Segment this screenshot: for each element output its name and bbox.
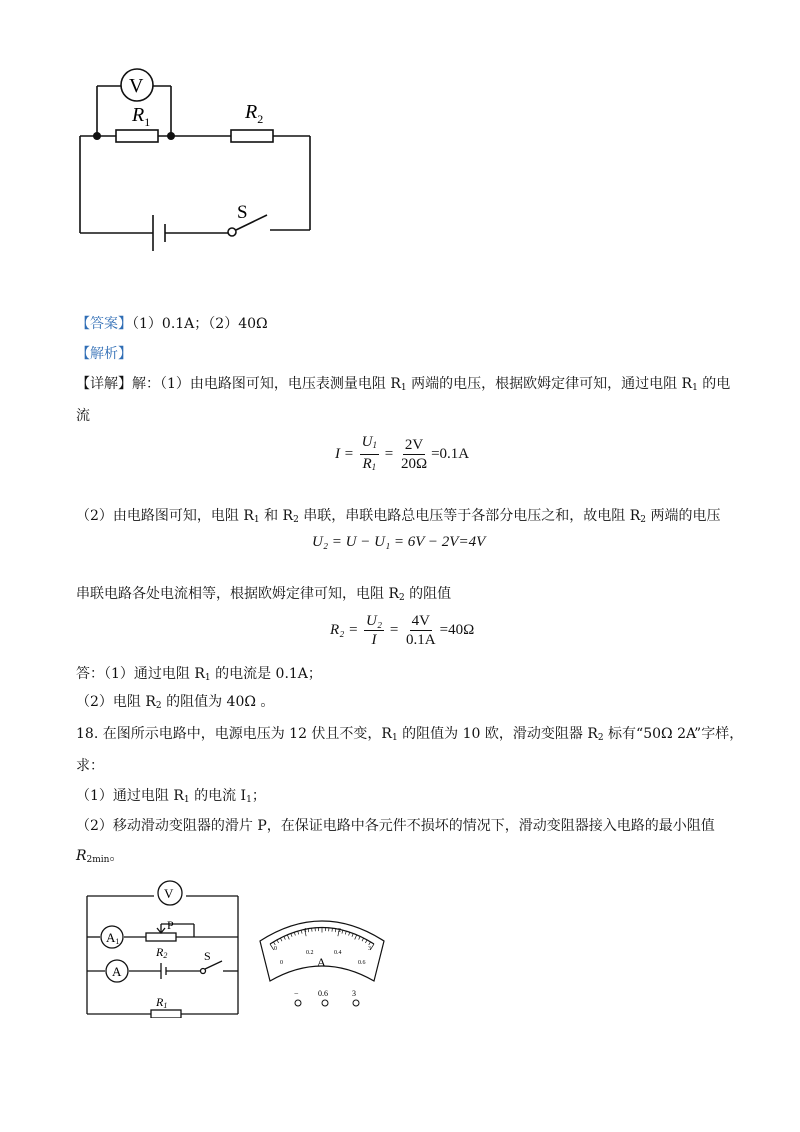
terminal-negative-post [295,1000,301,1006]
dial-tick-mark [301,930,302,933]
dial-tick-mark [277,940,279,943]
dial-tick-mark [284,936,285,939]
fraction-u1-r1: $\frac{U_1}{R_1}$ [361,434,377,472]
dial-tick-mark [291,933,292,936]
switch-label: S [237,202,248,223]
answer-tag: 【答案】 [76,316,132,332]
answer-line [76,314,268,334]
slider-p-label: P [167,918,174,932]
r1-label: $R_1$ [132,104,151,129]
voltmeter-label: V [129,75,144,97]
analysis-tag: 【解析】 [76,346,132,362]
ammeter-dial [254,906,390,1010]
formula-r2: R₂ = $\frac{\text{U₂}}{I}$ = $\frac{4V}{0.1A}$ =40Ω [330,613,475,648]
answer-text: （1）0.1A；（2）40Ω [132,316,268,332]
conclusion-line-1: 答：（1）通过电阻 $R_1$ 的电流是 0.1A； [76,666,322,683]
dial-tick-mark [273,942,275,945]
dial-top-tick-0: 0 [274,946,277,952]
detail-tag: 【详解】 [76,376,132,392]
q18-line-5: $R_{2min}$。 [76,848,124,865]
dial-bottom-tick-3: 0.6 [358,960,366,966]
terminal-3-post [353,1000,359,1006]
part2-line: （2）由电路图可知，电阻 $R_1$ 和 $R_2$ 串联，串联电路总电压等于各部分电压之和，故电阻 $R_2$ 两端的电压 [76,508,721,525]
dial-tick-mark [369,942,371,945]
dial-tick-mark [362,938,364,941]
dial-tick-mark [345,931,346,934]
terminal-3: 3 [352,989,356,998]
formula-u2: U₂ = U − U₁ = 6V − 2V=4V [312,534,486,550]
circuit-diagram-1 [70,60,320,260]
dial-tick-mark [352,933,353,936]
dial-tick-mark [359,936,360,939]
dial-bottom-tick-1: 0.2 [306,950,314,956]
r2-label: $R_2$ [245,101,264,126]
dial-unit-label: A [317,955,326,969]
terminal-06: 0.6 [318,989,328,998]
dial-tick-mark [349,932,350,935]
q18-line-2: 求： [76,758,104,774]
fraction-4v-01a: $\frac{4V}{0.1A}$ [406,613,436,648]
r2-2-label: R2 [156,945,168,960]
dial-top-tick-1: 1 [304,928,307,934]
dial-tick-mark [294,932,295,935]
dial-tick-mark [365,940,367,943]
r1-2-label: R1 [156,995,168,1010]
dial-tick-mark [287,935,289,940]
voltmeter-2-label: V [164,886,174,901]
dial-tick-mark [355,935,357,940]
q18-line-1: 18. 在图所示电路中，电源电压为 12 伏且不变，$R_1$ 的阻值为 10 欧，滑动变阻器 $R_2$ 标有“50Ω 2A”字样， [76,726,744,743]
dial-bottom-tick-0: 0 [280,960,283,966]
dial-bottom-tick-2: 0.4 [334,950,342,956]
dial-tick-mark [280,938,282,941]
detail-line-1: 【详解】解：（1）由电路图可知，电压表测量电阻 $R_1$ 两端的电压，根据欧姆定律可知，通过电阻 $R_1$ 的电 [76,376,731,393]
switch-2-label: S [204,949,211,963]
formula-current: I = $\frac{U_1}{R_1}$ = $\frac{2V}{20\Omega}$ =0.1A [335,433,469,476]
circuit-diagram-2 [82,876,248,1018]
q18-line-4: （2）移动滑动变阻器的滑片 P，在保证电路中各元件不损坏的情况下，滑动变阻器接入电路的最小阻值 [76,818,715,834]
dial-tick-mark [342,930,343,933]
dial-tick-mark [298,931,299,934]
detail-line-2: 流 [76,408,90,424]
terminal-negative: − [294,989,299,998]
dial-top-tick-2: 2 [338,928,341,934]
dial-top-tick-3: 3 [368,946,371,952]
conclusion-line-2: （2）电阻 $R_2$ 的阻值为 40Ω 。 [76,694,275,711]
ammeter-a1-label: A1 [106,930,120,946]
part3-line: 串联电路各处电流相等，根据欧姆定律可知，电阻 $R_2$ 的阻值 [76,586,452,603]
ammeter-a-label: A [112,964,122,979]
terminal-06-post [322,1000,328,1006]
fraction-u2-i: $\frac{\text{U₂}}{I}$ [366,613,383,648]
fraction-values: $\frac{2V}{20\Omega}$ [400,437,428,472]
q18-line-3: （1）通过电阻 $R_1$ 的电流 $I_1$； [76,788,266,805]
